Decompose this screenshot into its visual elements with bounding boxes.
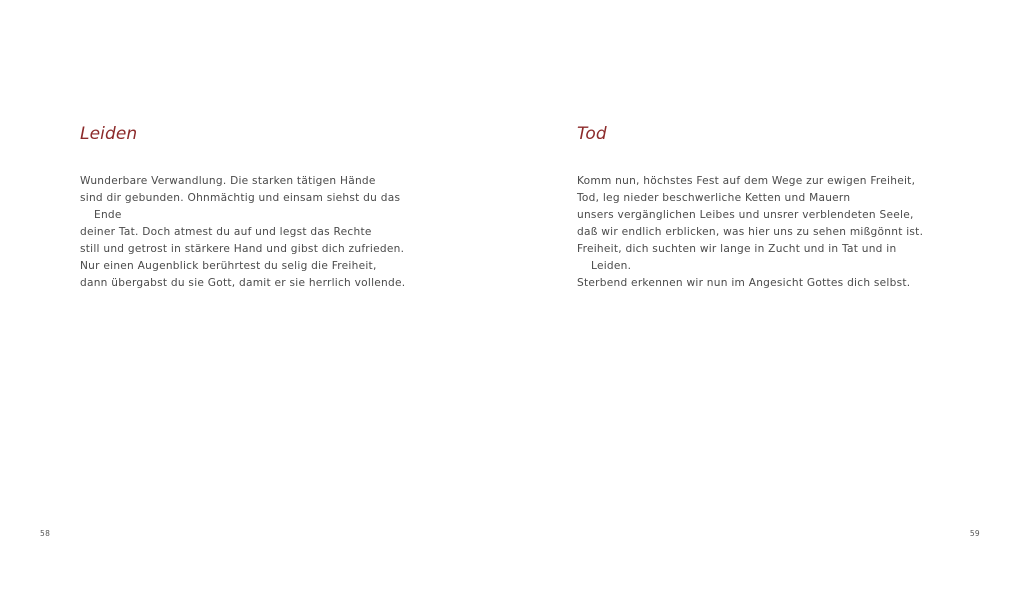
poem-body-tod <box>577 173 1007 292</box>
poem-line: sind dir gebunden. Ohnmächtig und einsam siehst du das <box>80 192 401 204</box>
poem-line-continuation: Ende <box>94 209 122 221</box>
poem-line: Sterbend erkennen wir nun im Angesicht Gottes dich selbst. <box>577 277 911 289</box>
poem-line: daß wir endlich erblicken, was hier uns zu sehen mißgönnt ist. <box>577 226 924 238</box>
poem-title-tod: Tod <box>577 124 607 144</box>
poem-line: Komm nun, höchstes Fest auf dem Wege zur ewigen Freiheit, <box>577 175 916 187</box>
poem-line: unsers vergänglichen Leibes und unsrer verblendeten Seele, <box>577 209 914 221</box>
poem-body-leiden <box>80 173 500 292</box>
poem-title-leiden: Leiden <box>80 124 138 144</box>
poem-line: Wunderbare Verwandlung. Die starken tätigen Hände <box>80 175 376 187</box>
right-page <box>510 0 1020 591</box>
poem-line: dann übergabst du sie Gott, damit er sie herrlich vollende. <box>80 277 406 289</box>
poem-line-continuation: Leiden. <box>591 260 632 272</box>
poem-line: Tod, leg nieder beschwerliche Ketten und Mauern <box>577 192 851 204</box>
poem-line: deiner Tat. Doch atmest du auf und legst das Rechte <box>80 226 372 238</box>
page-number-left: 58 <box>40 529 51 538</box>
poem-line: still und getrost in stärkere Hand und gibst dich zufrieden. <box>80 243 405 255</box>
page-number-right: 59 <box>969 529 980 538</box>
poem-line: Nur einen Augenblick berührtest du selig die Freiheit, <box>80 260 377 272</box>
poem-line: Freiheit, dich suchten wir lange in Zucht und in Tat und in <box>577 243 897 255</box>
